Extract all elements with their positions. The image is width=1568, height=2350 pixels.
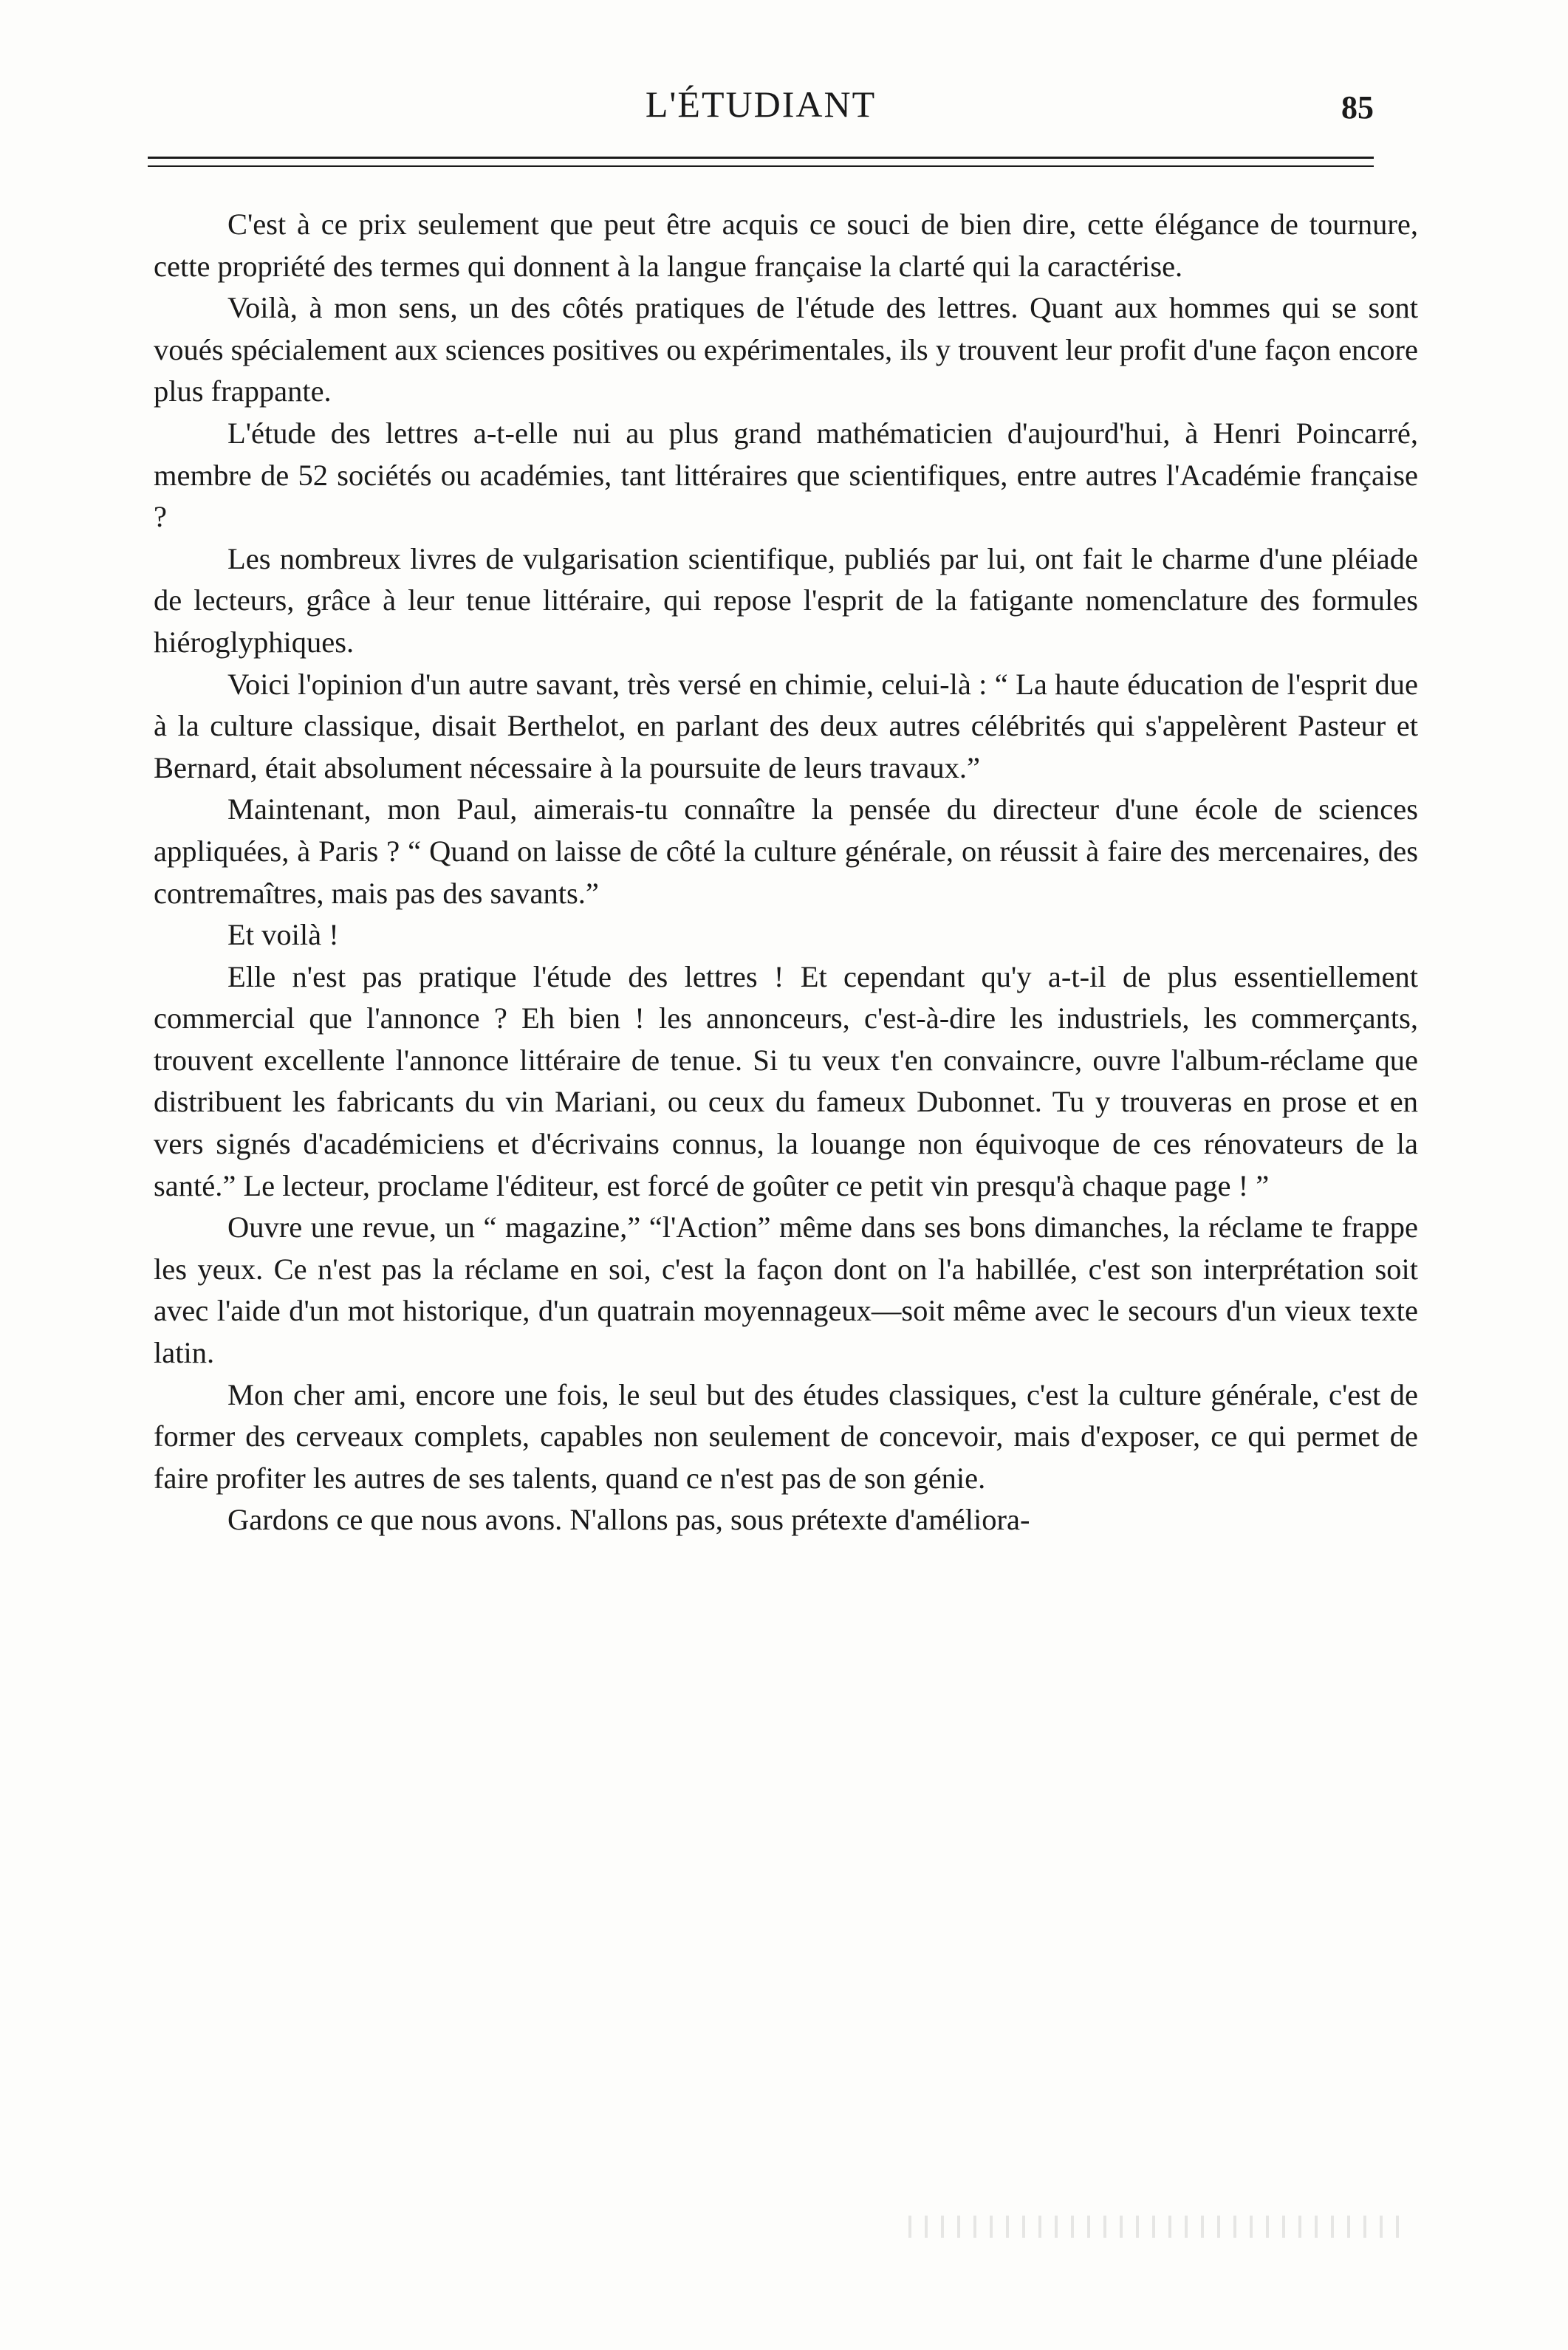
paragraph: Ouvre une revue, un “ magazine,” “l'Action” même dans ses bons dimanches, la réclame te frappe les yeux. Ce n'est pas la réclame en soi, c'est la façon dont on l'a habillée, c'est son interprétation soit avec l'aide d'un mot historique, d'un quatrain moyennageux—soit même avec le secours d'un vieux texte latin. <box>154 1210 1418 1370</box>
paragraph: Gardons ce que nous avons. N'allons pas, sous prétexte d'améliora- <box>227 1503 1030 1537</box>
paragraph: Voilà, à mon sens, un des côtés pratiques de l'étude des lettres. Quant aux hommes qui se sont voués spécialement aux sciences positives ou expérimentales, ils y trouvent leur profit d'une façon encore plus frappante. <box>154 291 1418 408</box>
paragraph: Mon cher ami, encore une fois, le seul but des études classiques, c'est la culture générale, c'est de former des cerveaux complets, capables non seulement de concevoir, mais d'exposer, ce qui permet de faire profiter les autres de ses talents, quand ce n'est pas de son génie. <box>154 1377 1418 1495</box>
page-number: 85 <box>1341 89 1374 126</box>
paragraph: Et voilà ! <box>227 918 339 952</box>
paragraph: L'étude des lettres a-t-elle nui au plus grand mathématicien d'aujourd'hui, à Henri Poincarré, membre de 52 sociétés ou académies, tant littéraires que scientifiques, entre autres l'Académie française ? <box>154 416 1418 534</box>
body-text <box>154 204 1418 1541</box>
header-rule-thick <box>148 157 1374 159</box>
running-head <box>148 83 1374 134</box>
paragraph: C'est à ce prix seulement que peut être acquis ce souci de bien dire, cette élégance de tournure, cette propriété des termes qui donnent à la langue française la clarté qui la caractérise. <box>154 208 1418 283</box>
paragraph: Maintenant, mon Paul, aimerais-tu connaître la pensée du directeur d'une école de sciences appliquées, à Paris ? “ Quand on laisse de côté la culture générale, on réussit à faire des mercenaires, des contremaîtres, mais pas des savants.” <box>154 792 1418 910</box>
header-rule-thin <box>148 165 1374 167</box>
paragraph: Elle n'est pas pratique l'étude des lettres ! Et cependant qu'y a-t-il de plus essentiellement commercial que l'annonce ? Eh bien ! les annonceurs, c'est-à-dire les industriels, les commerçants, trouvent excellente l'annonce littéraire de tenue. Si tu veux t'en convaincre, ouvre l'album-réclame que distribuent les fabricants du vin Mariani, ou ceux du fameux Dubonnet. Tu y trouveras en prose et en vers signés d'académiciens et d'écrivains connus, la louange non équivoque de ces rénovateurs de la santé.” Le lecteur, proclame l'éditeur, est forcé de goûter ce petit vin presqu'à chaque page ! ” <box>154 959 1418 1202</box>
bleed-through-marks <box>908 2216 1411 2238</box>
paragraph: Voici l'opinion d'un autre savant, très versé en chimie, celui-là : “ La haute éducation de l'esprit due à la culture classique, disait Berthelot, en parlant des deux autres célébrités qui s'appelèrent Pasteur et Bernard, était absolument nécessaire à la poursuite de leurs travaux.” <box>154 667 1418 784</box>
paragraph: Les nombreux livres de vulgarisation scientifique, publiés par lui, ont fait le charme d'une pléiade de lecteurs, grâce à leur tenue littéraire, qui repose l'esprit de la fatigante nomenclature des formules hiéroglyphiques. <box>154 541 1418 659</box>
running-title: L'ÉTUDIANT <box>645 83 877 125</box>
